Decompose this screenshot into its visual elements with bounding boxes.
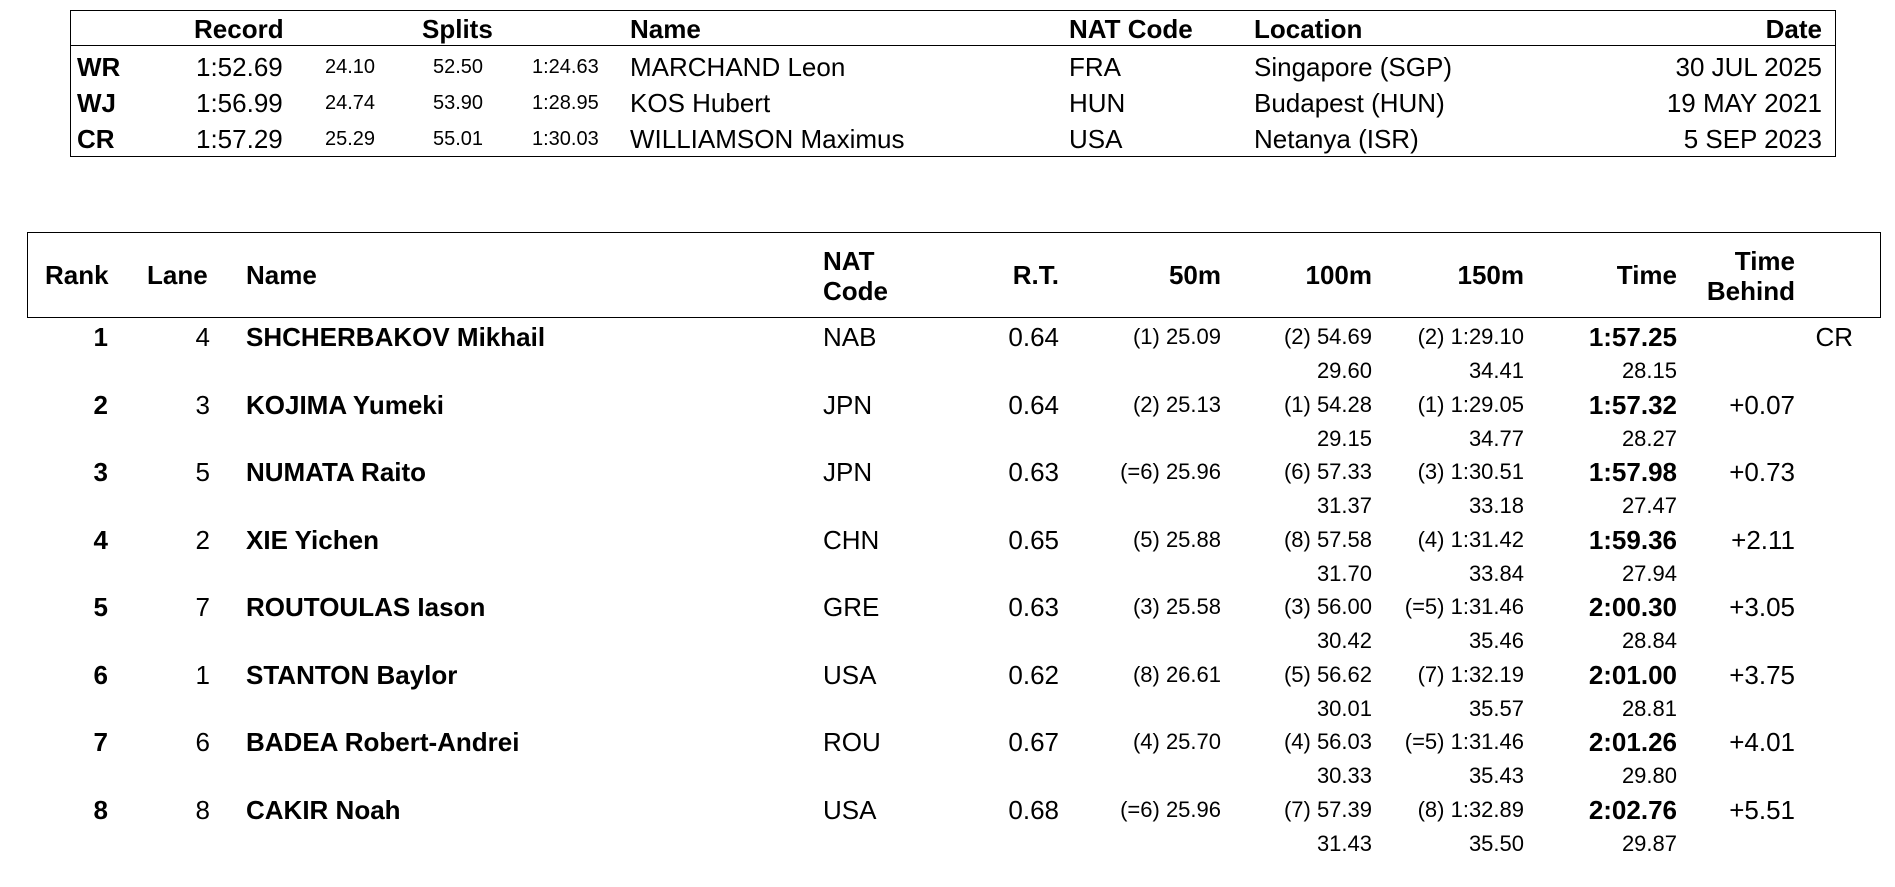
- record-time: 1:52.69: [196, 52, 283, 82]
- record-split-150: 1:28.95: [532, 92, 599, 114]
- record-split-50: 24.10: [325, 56, 376, 78]
- results-header-behind-line1: Time: [1734, 246, 1795, 276]
- result-reaction-time: 0.63: [1008, 457, 1059, 487]
- record-split-50: 25.29: [325, 128, 376, 150]
- result-lane: 6: [195, 727, 210, 757]
- record-holder-name: WILLIAMSON Maximus: [630, 124, 905, 154]
- result-rank: 4: [93, 525, 108, 555]
- records-header-name: Name: [630, 14, 701, 44]
- result-time-behind: +0.73: [1729, 457, 1795, 487]
- result-lap-100m: 30.33: [1316, 763, 1372, 788]
- result-lap-200m: 27.47: [1621, 493, 1677, 518]
- record-holder-name: MARCHAND Leon: [630, 52, 846, 82]
- record-split-100: 52.50: [433, 56, 484, 78]
- result-athlete-name: STANTON Baylor: [246, 660, 458, 690]
- record-date: 30 JUL 2025: [1675, 52, 1822, 82]
- record-type: WR: [77, 52, 121, 82]
- result-lap-150m: 33.84: [1468, 561, 1524, 586]
- result-reaction-time: 0.68: [1008, 795, 1059, 825]
- result-athlete-name: CAKIR Noah: [246, 795, 401, 825]
- records-header-location: Location: [1254, 14, 1363, 44]
- result-final-time: 1:57.25: [1588, 322, 1677, 352]
- results-header-nat-line2: Code: [823, 276, 888, 306]
- record-type: WJ: [77, 88, 116, 118]
- result-lap-200m: 28.15: [1621, 358, 1677, 383]
- records-header-date: Date: [1765, 14, 1822, 44]
- result-split-50m: (3) 25.58: [1132, 594, 1221, 619]
- result-lap-150m: 34.77: [1468, 426, 1524, 451]
- result-rank: 1: [93, 322, 108, 352]
- result-reaction-time: 0.65: [1008, 525, 1059, 555]
- result-reaction-time: 0.63: [1008, 592, 1059, 622]
- results-header-time: Time: [1616, 260, 1677, 290]
- record-date: 19 MAY 2021: [1666, 88, 1822, 118]
- result-nat-code: ROU: [823, 727, 881, 757]
- results-header-rank: Rank: [45, 260, 109, 290]
- result-lap-150m: 35.50: [1468, 831, 1524, 856]
- result-lane: 4: [195, 322, 210, 352]
- result-split-50m: (2) 25.13: [1132, 392, 1221, 417]
- result-lane: 8: [195, 795, 210, 825]
- record-split-100: 55.01: [433, 128, 484, 150]
- result-split-150m: (1) 1:29.05: [1417, 392, 1524, 417]
- result-split-50m: (=6) 25.96: [1120, 459, 1221, 484]
- result-final-time: 2:02.76: [1588, 795, 1677, 825]
- result-lap-100m: 31.37: [1316, 493, 1372, 518]
- record-nat-code: USA: [1069, 124, 1123, 154]
- record-split-150: 1:30.03: [532, 128, 599, 150]
- records-header-splits: Splits: [422, 14, 493, 44]
- result-split-150m: (7) 1:32.19: [1417, 662, 1524, 687]
- result-lap-150m: 33.18: [1468, 493, 1524, 518]
- result-lane: 7: [195, 592, 210, 622]
- result-lane: 1: [195, 660, 210, 690]
- result-reaction-time: 0.62: [1008, 660, 1059, 690]
- result-lap-150m: 34.41: [1468, 358, 1524, 383]
- result-lap-100m: 31.70: [1316, 561, 1372, 586]
- result-lap-200m: 28.84: [1621, 628, 1677, 653]
- result-time-behind: +0.07: [1729, 390, 1795, 420]
- result-lap-100m: 29.60: [1316, 358, 1372, 383]
- results-header-100m: 100m: [1305, 260, 1372, 290]
- results-header-name: Name: [246, 260, 317, 290]
- result-lap-150m: 35.57: [1468, 696, 1524, 721]
- result-rank: 5: [93, 592, 108, 622]
- result-lap-150m: 35.43: [1468, 763, 1524, 788]
- result-nat-code: JPN: [823, 457, 873, 487]
- records-header-divider: [70, 45, 1836, 46]
- results-header-150m: 150m: [1457, 260, 1524, 290]
- result-split-150m: (2) 1:29.10: [1417, 324, 1524, 349]
- result-lap-200m: 29.80: [1621, 763, 1677, 788]
- result-final-time: 1:57.98: [1588, 457, 1677, 487]
- result-time-behind: +5.51: [1729, 795, 1795, 825]
- result-rank: 2: [93, 390, 108, 420]
- result-lane: 2: [195, 525, 210, 555]
- result-lap-200m: 29.87: [1621, 831, 1677, 856]
- result-final-time: 2:01.00: [1588, 660, 1677, 690]
- records-header-record: Record: [194, 14, 284, 44]
- result-split-50m: (5) 25.88: [1132, 527, 1221, 552]
- result-lane: 5: [195, 457, 210, 487]
- result-final-time: 2:00.30: [1588, 592, 1677, 622]
- result-split-150m: (=5) 1:31.46: [1404, 729, 1524, 754]
- result-split-150m: (8) 1:32.89: [1417, 797, 1524, 822]
- result-athlete-name: NUMATA Raito: [246, 457, 427, 487]
- result-rank: 8: [93, 795, 108, 825]
- result-nat-code: NAB: [823, 322, 877, 352]
- result-nat-code: USA: [823, 660, 877, 690]
- record-split-100: 53.90: [433, 92, 484, 114]
- result-split-150m: (=5) 1:31.46: [1404, 594, 1524, 619]
- result-lap-200m: 28.81: [1621, 696, 1677, 721]
- record-location: Budapest (HUN): [1254, 88, 1445, 118]
- result-nat-code: GRE: [823, 592, 880, 622]
- result-rank: 6: [93, 660, 108, 690]
- result-lane: 3: [195, 390, 210, 420]
- record-date: 5 SEP 2023: [1683, 124, 1822, 154]
- result-split-100m: (4) 56.03: [1283, 729, 1372, 754]
- results-header-rt: R.T.: [1012, 260, 1059, 290]
- results-header-nat-line1: NAT: [823, 246, 875, 276]
- record-type: CR: [77, 124, 115, 154]
- results-header-50m: 50m: [1168, 260, 1221, 290]
- result-athlete-name: ROUTOULAS Iason: [246, 592, 486, 622]
- result-record-badge: CR: [1815, 322, 1853, 352]
- result-split-100m: (5) 56.62: [1283, 662, 1372, 687]
- result-split-50m: (8) 26.61: [1132, 662, 1221, 687]
- result-athlete-name: SHCHERBAKOV Mikhail: [246, 322, 546, 352]
- result-lap-200m: 28.27: [1621, 426, 1677, 451]
- result-split-50m: (1) 25.09: [1132, 324, 1221, 349]
- result-rank: 7: [93, 727, 108, 757]
- record-holder-name: KOS Hubert: [630, 88, 771, 118]
- result-time-behind: +3.05: [1729, 592, 1795, 622]
- result-split-50m: (4) 25.70: [1132, 729, 1221, 754]
- result-nat-code: USA: [823, 795, 877, 825]
- result-split-100m: (2) 54.69: [1283, 324, 1372, 349]
- result-lap-100m: 31.43: [1316, 831, 1372, 856]
- results-header-lane: Lane: [147, 260, 208, 290]
- result-athlete-name: XIE Yichen: [246, 525, 379, 555]
- result-reaction-time: 0.64: [1008, 390, 1059, 420]
- record-location: Singapore (SGP): [1254, 52, 1452, 82]
- records-header-nat-code: NAT Code: [1069, 14, 1193, 44]
- result-split-100m: (8) 57.58: [1283, 527, 1372, 552]
- result-lap-150m: 35.46: [1468, 628, 1524, 653]
- result-split-100m: (7) 57.39: [1283, 797, 1372, 822]
- result-split-150m: (3) 1:30.51: [1417, 459, 1524, 484]
- result-split-100m: (1) 54.28: [1283, 392, 1372, 417]
- result-lap-100m: 29.15: [1316, 426, 1372, 451]
- result-lap-100m: 30.01: [1316, 696, 1372, 721]
- result-split-150m: (4) 1:31.42: [1417, 527, 1524, 552]
- result-lap-200m: 27.94: [1621, 561, 1677, 586]
- results-header-behind-line2: Behind: [1706, 276, 1795, 306]
- result-split-100m: (3) 56.00: [1283, 594, 1372, 619]
- result-time-behind: +2.11: [1731, 525, 1795, 555]
- result-lap-100m: 30.42: [1316, 628, 1372, 653]
- result-nat-code: JPN: [823, 390, 873, 420]
- record-time: 1:57.29: [196, 124, 283, 154]
- result-final-time: 1:59.36: [1588, 525, 1677, 555]
- record-nat-code: FRA: [1069, 52, 1121, 82]
- result-athlete-name: BADEA Robert-Andrei: [246, 727, 520, 757]
- result-nat-code: CHN: [823, 525, 880, 555]
- result-reaction-time: 0.67: [1008, 727, 1059, 757]
- result-final-time: 2:01.26: [1588, 727, 1677, 757]
- result-reaction-time: 0.64: [1008, 322, 1059, 352]
- record-split-50: 24.74: [325, 92, 376, 114]
- result-split-100m: (6) 57.33: [1283, 459, 1372, 484]
- result-final-time: 1:57.32: [1588, 390, 1677, 420]
- record-location: Netanya (ISR): [1254, 124, 1419, 154]
- record-split-150: 1:24.63: [532, 56, 599, 78]
- record-nat-code: HUN: [1069, 88, 1126, 118]
- result-time-behind: +3.75: [1729, 660, 1795, 690]
- result-time-behind: +4.01: [1729, 727, 1795, 757]
- record-time: 1:56.99: [196, 88, 283, 118]
- result-athlete-name: KOJIMA Yumeki: [246, 390, 444, 420]
- result-rank: 3: [93, 457, 108, 487]
- result-split-50m: (=6) 25.96: [1120, 797, 1221, 822]
